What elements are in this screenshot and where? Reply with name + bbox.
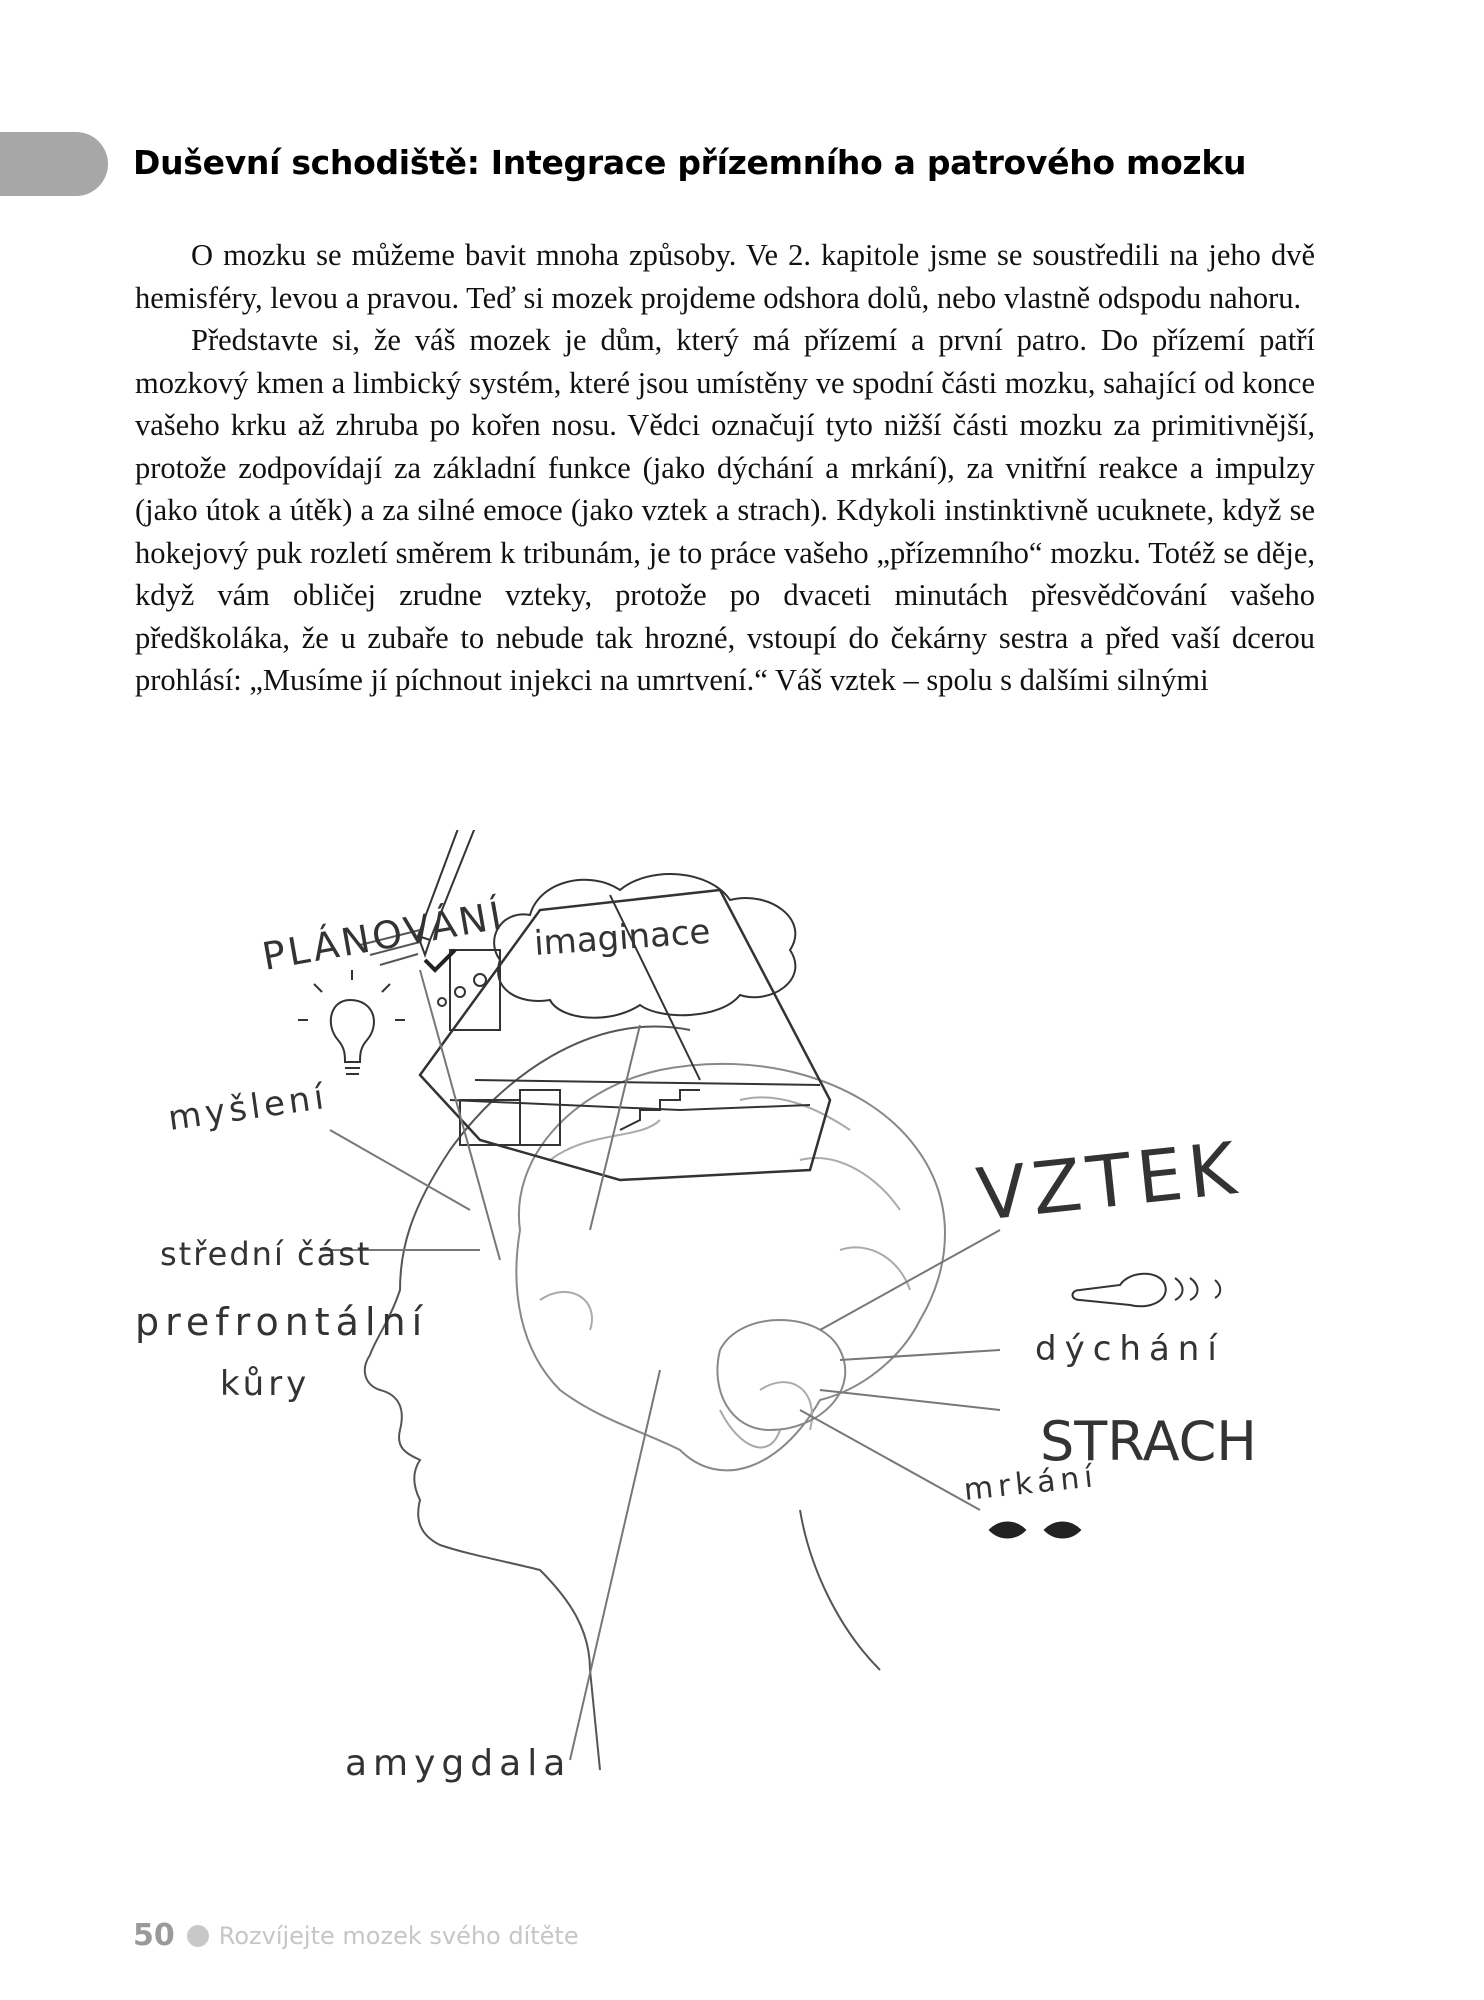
leader-mrkani: [800, 1410, 980, 1510]
eye-icon-right: [1045, 1523, 1080, 1538]
cerebellum: [717, 1320, 845, 1430]
thought-bubble-2: [455, 987, 465, 997]
house-cabinet: [520, 1090, 560, 1145]
leader-vztek: [820, 1230, 1000, 1330]
footer-book-title: Rozvíjejte mozek svého dítěte: [218, 1921, 579, 1950]
section-heading: Duševní schodiště: Integrace přízemního a patrového mozku: [133, 143, 1247, 182]
house-kitchen: [460, 1100, 520, 1145]
chapter-tab-marker: [0, 132, 108, 196]
label-mysleni: myšlení: [165, 1076, 331, 1139]
house-mid-floor: [450, 1100, 810, 1110]
leader-mysleni: [330, 1130, 470, 1210]
brain-house-illustration: [120, 830, 1300, 1830]
house-floor-line: [475, 1080, 820, 1085]
eye-icon-left: [990, 1523, 1025, 1538]
leader-amygdala: [570, 1370, 660, 1760]
footer-dot: [187, 1925, 209, 1947]
lightbulb-icon: [331, 1000, 374, 1074]
lightbulb-rays: [298, 970, 405, 1020]
paragraph-2: Představte si, že váš mozek je dům, který má přízemí a první patro. Do přízemí patří mozkový kmen a limbický systém, které jsou umístěny ve spodní části mozku, sahající od konce vašeho krku až zhruba po kořen nosu. Vědci označují tyto nižší části mozku za primitivnější, protože zodpovídají za základní funkce (jako dýchání a mrkání), za vnitřní reakce a impulzy (jako útok a útěk) a za silné emoce (jako vztek a strach). Kdykoli instinktivně ucuknete, když se hokejový puk rozletí směrem k tribunám, je to práce vašeho „přízemního“ mozku. Totéž se děje, když vám obličej zrudne vzteky, protože po dvaceti minutách přesvědčování vašeho předškoláka, že u zubaře to nebude tak hrozné, vstoupí do čekárny sestra a před vaší dcerou prohlásí: „Musíme jí píchnout injekci na umrtvení.“ Váš vztek – spolu s dalšími silnými: [135, 323, 1315, 697]
brain-outline: [516, 1064, 945, 1471]
house-bookshelf: [450, 950, 500, 1030]
label-kury: kůry: [220, 1364, 311, 1404]
leader-imaginace: [590, 1025, 640, 1230]
fist-icon: [1073, 1274, 1166, 1307]
thought-bubble-3: [438, 998, 446, 1006]
body-text: [135, 234, 1315, 702]
label-amygdala: amygdala: [345, 1743, 572, 1784]
leader-planovani: [420, 970, 500, 1260]
label-stredni-cast: střední část: [160, 1235, 372, 1273]
label-prefrontalni: prefrontální: [135, 1300, 429, 1344]
leader-strach: [820, 1390, 1000, 1410]
label-imaginace: imaginace: [532, 911, 712, 964]
page-number: 50: [133, 1918, 175, 1953]
head-profile: [365, 1027, 690, 1770]
neck-back: [800, 1510, 880, 1670]
label-planovani: PLÁNOVÁNÍ: [258, 893, 508, 979]
thought-bubble-1: [474, 974, 486, 986]
brain-folds: [540, 1097, 910, 1447]
paragraph-1: O mozku se můžeme bavit mnoha způsoby. Ve 2. kapitole jsme se soustředili na jeho dvě hemisféry, levou a pravou. Teď si mozek projdeme odshora dolů, nebo vlastně odspodu nahoru.: [135, 238, 1315, 315]
page-footer: [133, 1918, 579, 1953]
leader-dychani: [840, 1350, 1000, 1360]
label-mrkani: mrkání: [962, 1459, 1100, 1508]
label-vztek: VZTEK: [972, 1125, 1246, 1237]
label-dychani: dýchání: [1035, 1329, 1225, 1369]
label-strach: STRACH: [1040, 1410, 1257, 1473]
fist-motion: [1175, 1278, 1220, 1300]
